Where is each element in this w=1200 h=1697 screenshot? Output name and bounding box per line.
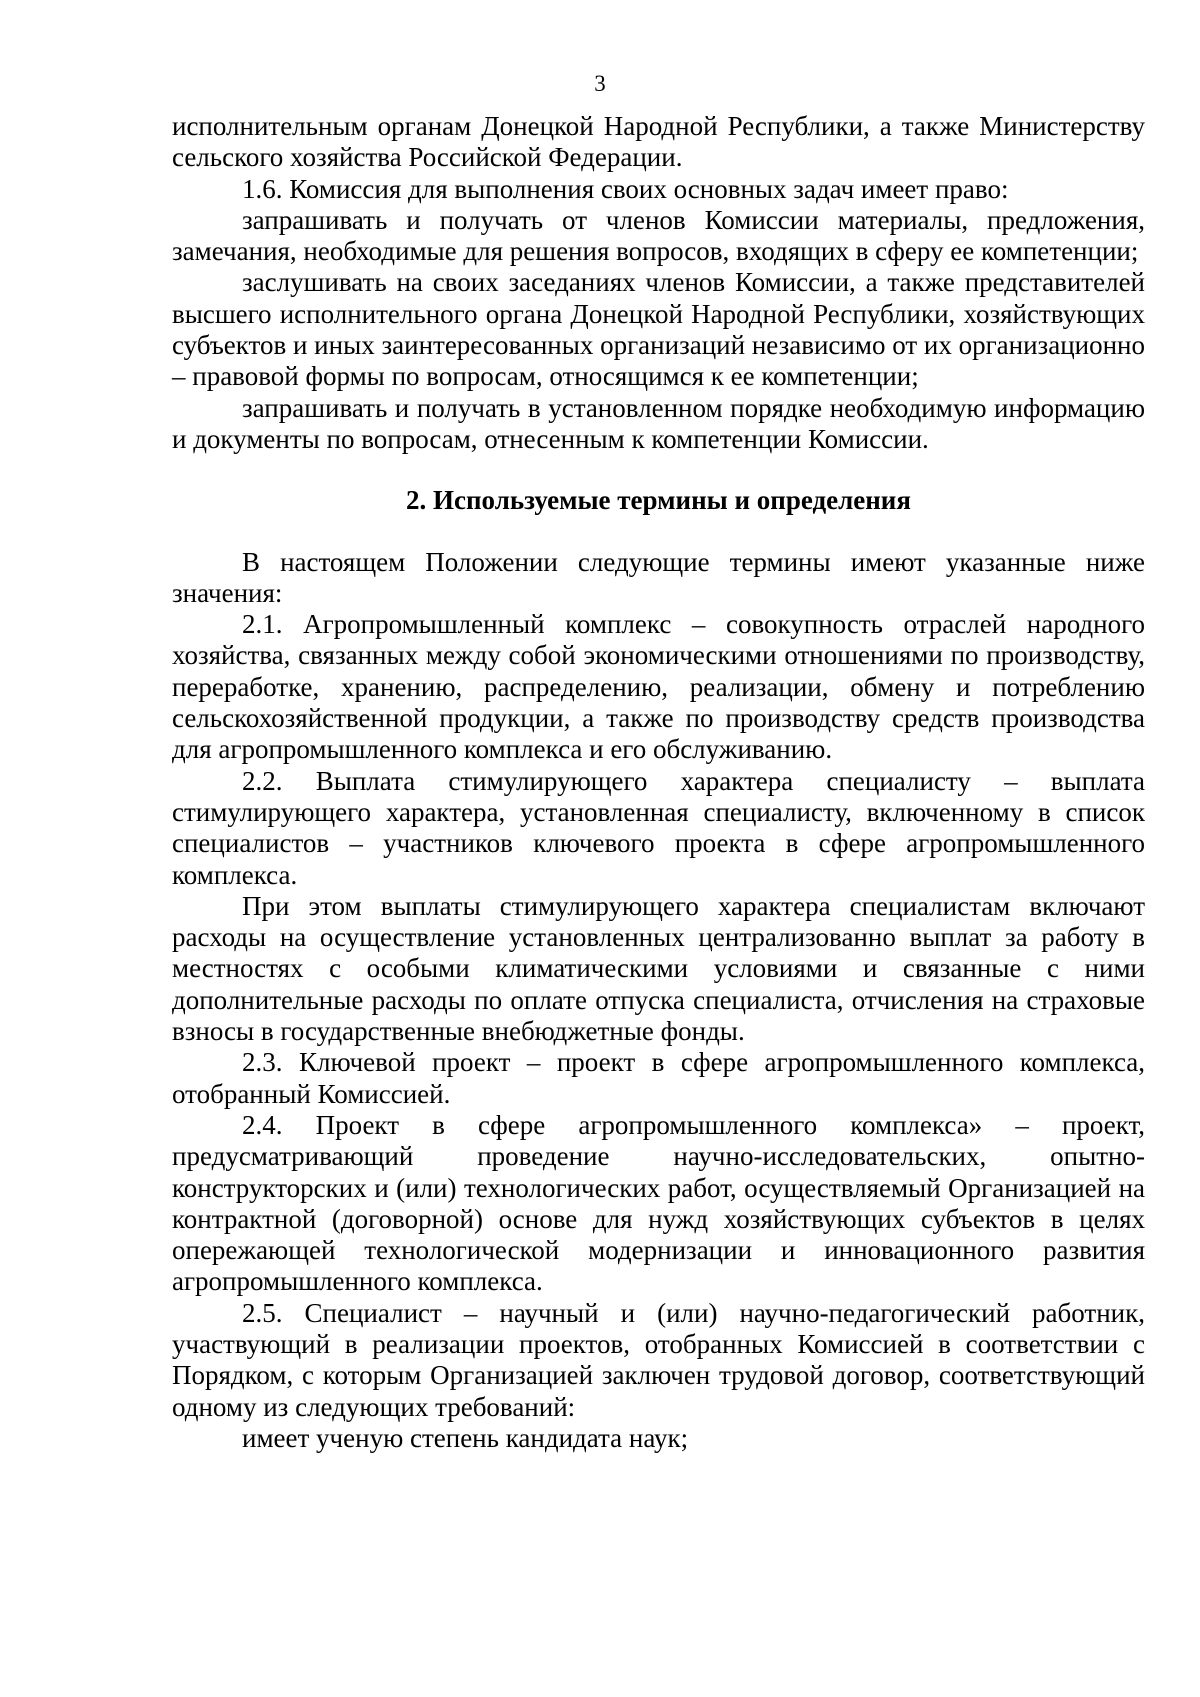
section-2-intro: В настоящем Положении следующие термины имеют указанные ниже значения: [172,546,1145,608]
clause-2-2-note: При этом выплаты стимулирующего характера специалистам включают расходы на осуществление установленных централизованно выплат за работу в местностях с особыми климатическими условиями и связанные с ними дополнительные расходы по оплате отпуска специалиста, отчисления на страховые взносы в государственные внебюджетные фонды. [172,890,1145,1047]
requirement-candidate-degree: имеет ученую степень кандидата наук; [242,1422,689,1453]
clause-2-4: 2.4. Проект в сфере агропромышленного комплекса» – проект, предусматривающий проведение научно-исследовательских, опытно-конструкторских и (или) технологических работ, осуществляемый Организацией на контрактной (договорной) основе для нужд хозяйствующих субъектов в целях опережающей технологической модернизации и инновационного развития агропромышленного комплекса. [172,1109,1145,1297]
page-number: 3 [594,71,606,96]
clause-2-3: 2.3. Ключевой проект – проект в сфере агропромышленного комплекса, отобранный Комиссией. [172,1047,1145,1109]
right-hear-members: заслушивать на своих заседаниях членов Комиссии, а также представителей высшего исполнительного органа Донецкой Народной Республики, хозяйствующих субъектов и иных заинтересованных организаций независимо от их организационно – правовой формы по вопросам, относящимся к ее компетенции; [172,267,1145,392]
right-request-information: запрашивать и получать в установленном порядке необходимую информацию и документы по вопросам, отнесенным к компетенции Комиссии. [172,392,1145,454]
right-request-materials: запрашивать и получать от членов Комиссии материалы, предложения, замечания, необходимые для решения вопросов, входящих в сферу ее компетенции; [172,204,1145,267]
clause-2-1: 2.1. Агропромышленный комплекс – совокупность отраслей народного хозяйства, связанных между собой экономическими отношениями по производству, переработке, хранению, распределению, реализации, обмену и потреблению сельскохозяйственной продукции, а также по производству средств производства для агропромышленного комплекса и его обслуживанию. [172,609,1145,765]
clause-2-2: 2.2. Выплата стимулирующего характера специалисту – выплата стимулирующего характера, установленная специалисту, включенному в список специалистов – участников ключевого проекта в сфере агропромышленного комплекса. [172,765,1145,890]
paragraph-continuation: исполнительным органам Донецкой Народной Республики, а также Министерству сельского хозяйства Российской Федерации. [172,111,1145,173]
clause-1-6: 1.6. Комиссия для выполнения своих основных задач имеет право: [242,173,1009,204]
clause-2-5: 2.5. Специалист – научный и (или) научно-педагогический работник, участвующий в реализации проектов, отобранных Комиссией в соответствии с Порядком, с которым Организацией заключен трудовой договор, соответствующий одному из следующих требований: [172,1297,1145,1422]
document-body [172,111,1145,1454]
section-2-heading: 2. Используемые термины и определения [406,485,911,516]
